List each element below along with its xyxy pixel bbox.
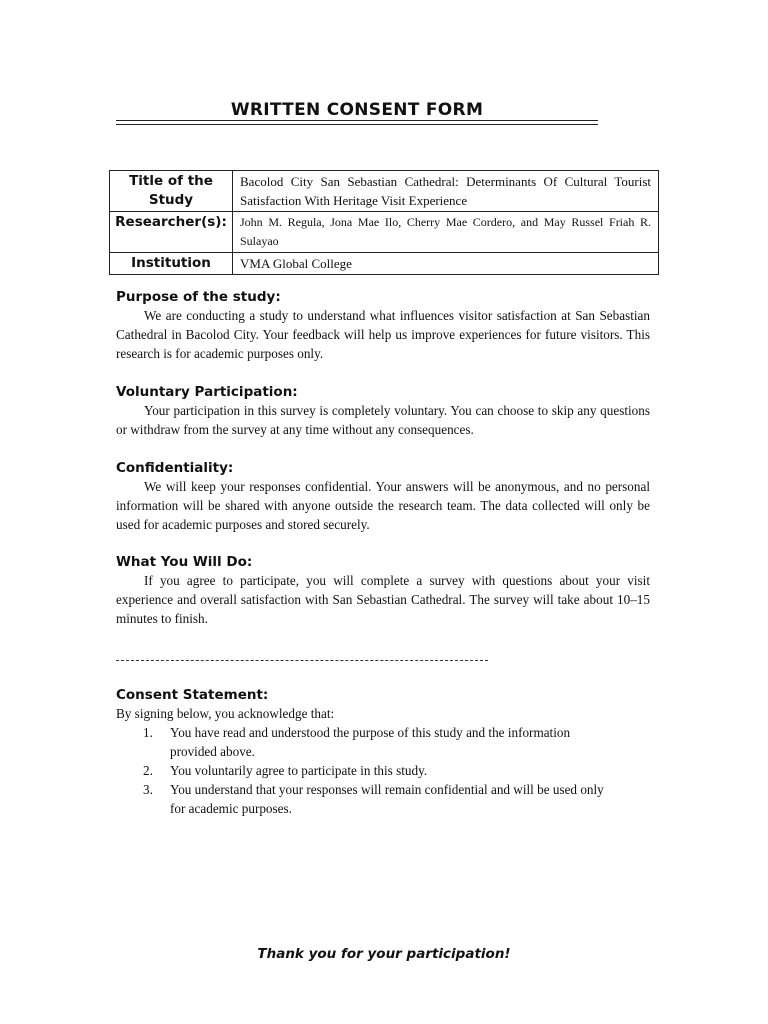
institution-value: VMA Global College (233, 253, 659, 275)
list-item-text: You have read and understood the purpose of this study and the information provided above. (170, 725, 571, 759)
form-title: WRITTEN CONSENT FORM (230, 100, 484, 120)
list-item-text: You understand that your responses will remain confidential and will be used only for academic purposes. (170, 782, 604, 816)
consent-heading: Consent Statement: (116, 687, 269, 703)
confidentiality-section (116, 459, 650, 534)
researchers-label: Researcher(s): (110, 212, 233, 253)
list-item-text: You voluntarily agree to participate in this study. (170, 763, 428, 778)
list-number: 3. (143, 782, 153, 797)
what-you-do-heading: What You Will Do: (116, 554, 253, 570)
confidentiality-heading: Confidentiality: (116, 460, 234, 476)
consent-intro: By signing below, you acknowledge that: (116, 706, 335, 721)
consent-section (116, 686, 650, 818)
voluntary-section (116, 383, 650, 439)
confidentiality-text: We will keep your responses confidential. Your answers will be anonymous, and no personal information will be shared with anyone outside the research team. The data collected will only be used for academic purposes and stored securely. (116, 479, 650, 532)
list-item (116, 723, 620, 761)
table-row (110, 171, 659, 212)
title-underline (116, 120, 598, 125)
table-row (110, 212, 659, 253)
institution-label: Institution (110, 253, 233, 275)
consent-list (116, 723, 650, 818)
table-row (110, 253, 659, 275)
purpose-heading: Purpose of the study: (116, 289, 281, 305)
researchers-value: John M. Regula, Jona Mae Ilo, Cherry Mae Cordero, and May Russel Friah R. Sulayao (233, 212, 659, 253)
voluntary-heading: Voluntary Participation: (116, 384, 298, 400)
study-info-table (109, 170, 659, 275)
list-number: 1. (143, 725, 153, 740)
section-divider (116, 660, 488, 661)
what-you-do-section (116, 553, 650, 628)
study-title-label: Title of the Study (110, 171, 233, 212)
list-item (116, 780, 620, 818)
list-item (116, 761, 620, 780)
voluntary-text: Your participation in this survey is completely voluntary. You can choose to skip any questions or withdraw from the survey at any time without any consequences. (116, 403, 650, 437)
purpose-section (116, 288, 650, 363)
purpose-text: We are conducting a study to understand what influences visitor satisfaction at San Sebastian Cathedral in Bacolod City. Your feedback will help us improve experiences for future visitors. This research is for academic purposes only. (116, 308, 650, 361)
study-title-value: Bacolod City San Sebastian Cathedral: Determinants Of Cultural Tourist Satisfaction With Heritage Visit Experience (233, 171, 659, 212)
list-number: 2. (143, 763, 153, 778)
what-you-do-text: If you agree to participate, you will complete a survey with questions about your visit experience and overall satisfaction with San Sebastian Cathedral. The survey will take about 10–15 minutes to finish. (116, 573, 650, 626)
thank-you-note: Thank you for your participation! (257, 946, 511, 962)
